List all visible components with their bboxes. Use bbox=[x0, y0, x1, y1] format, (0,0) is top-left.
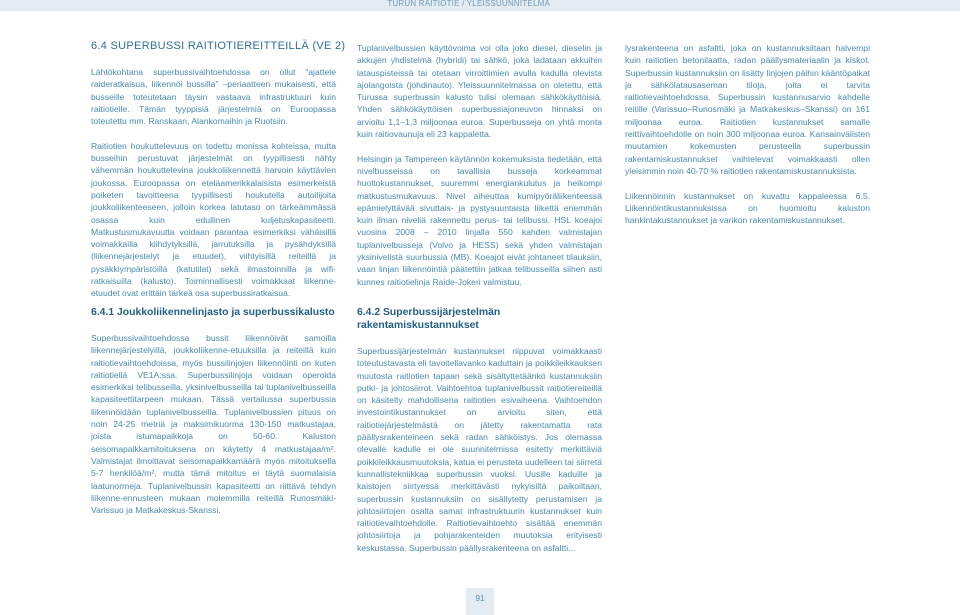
paragraph: lysrakenteena on asfaltti, joka on kustannuksiltaan halvempi kuin raitiotien betonilaatta, radan päällysmateriaalin ja kiskot. Superbussin kustannuksiin on lisätty linjojen päihin kääntöpaikat ja sähkölatausaseman tiloja, joita ei tarvita raitiotievaihtoehdossa. Superbussin kustannusarvio kahdelle reitille (Varissuo–Runosmäki ja Matkakeskus–Skanssi) on 161 miljoonaa euroa. Raitiotien kustannukset samalle reittivaihtoehdolle on noin 300 miljoonaa euroa. Kansainvälisten muutamien kokemusten perusteella superbussin rakentamiskustannukset vaihtelevat voimakkaasti ollen yleisimmin noin 40-70 % raitiotien rakentamiskustannuksista. bbox=[625, 43, 870, 176]
paragraph: Helsingin ja Tampereen käytännön kokemuksista tiedetään, että nivelbusseissa on tavallisia busseja korkeammat huoltokustannukset, suuremmi energiankulutus ja heikompi matkustusmukavuus. Nivel aiheuttaa kumipyöräliikenteessä epämielyttävää sivuttais- ja pystysuuntaista liikettä enemmän kuin ilman niveliä rakennettu perus- tai telibussi. HSL koeajoi vuosina 2008 – 2010 linjalla 550 kahden valmistajan tuplanivelbusseja (Volvo ja HESS) sekä yhden valmistajan yksinivelistä suurbussia (MB). Koeajot eivät johtaneet tilauksiin, vaan linjan liikennöintiä päätettiin jatkaa telibusseilla siihen asti kunnes raitiotielinja Raide-Jokeri valmistuu. bbox=[357, 153, 602, 287]
column-1-top bbox=[91, 66, 336, 312]
paragraph: Tuplanivelbussien käyttövoima voi olla joko diesel, dieselin ja akkujen yhdistelmä (hybridi) tai sähkö, joka ladataan akkuihin latauspisteissä tai otetaan virroittimien avulla kadulla olevista ajolangoista (johdinauto). Yleissuunnitelmassa on oletettu, että Turussa superbussin kalusto tulisi olemaan sähkökäyttöisiä. Yhden sähkökäyttöisen superbussiajoneuvon hinnaksi on arvioitu 1,1–1,3 miljoonaa euroa. Superbusseja on yhtä monta kuin raitiovaunuja eli 23 kappaletta. bbox=[357, 43, 602, 140]
paragraph: Superbussivaihtoehdossa bussit liikennöivät samoilla liikennejärjestelyillä, joukkoliikenne-etuuksilla ja reiteillä kuin raitiotievaihtoehdoissa, myös bussilinjojen liikennöinti on kuten raitiotiellä VE1A:ssa. Superbussilinjoja voidaan operoida esimerkiksi telibusseilla, yksinivelbusseilla tai tuplanivelbusseilla kapasiteettitarpeen mukaan. Tässä vertailussa superbussia liikennöidään tuplanivelbusseilla. Tuplanivelbussien pituus on noin 24-25 metriä ja maksimikuorma 130-150 matkustajaa, joista istumapaikkoja on 50-60. Kaluston seisomapaikkamitoituksena on käytetty 4 matkustajaa/m². Valmistajat ilmoittavat seisomapaikkamäärä myös mitoituksella 5-7 henkilöä/m², mutta tämä mitoitus ei täytä suomalaisia laatunormeja. Tuplanivelbussin kapasiteetti on riittävä tehdyn liikenne-ennusteen mukaan molemmilla reiteillä Runosmäki-Varissuo ja Matkakeskus-Skanssi. bbox=[91, 333, 336, 516]
paragraph: Raitiotien houkuttelevuus on todettu monissa kohteissa, mutta busseihin perustuvat järjestelmät on tyypillisesti nähty vähemmän houkuttelevina joukkoliikennettä harvoin käyttävien joukossa. Euroopassa on eteläamerikkalaisista esimerkeistä poiketen tavoitteena tyypillisesti houkutella autoilijoita joukkoliikenteeseen, jolloin korkea latutaso on tärkeämmässä osassa kuin edullinen kuljetuskapasiteetti. Matkustusmukavuutta voidaan parantaa esimerkiksi vähäisillä voimakkailla kiihdytyksillä, jarrutuksilla ja pysähdyksillä (liikennejärjestelyt ja etuudet), viihtyisillä reiteillä ja pysäkkiympäristöillä (katutilat) sekä ilmastoinnilla ja wifi-ratkaisuilla (kalusto). Toiminnallisesti voimakkaat liikenne-etuudet ovat erittäin tärkeä osa superbussiratkaisua. bbox=[91, 140, 336, 299]
column-1-bottom bbox=[91, 332, 336, 529]
running-title: TURUN RAITIOTIE / YLEISSUUNNITELMA bbox=[387, 0, 550, 8]
page-number: 91 bbox=[475, 594, 485, 603]
paragraph: Liikennöinnin kustannukset on kuvattu kappaleessa 6.5. Liikennöintikustannuksissa on huomioitu kaluston hankintakustannukset ja varikon rakentamiskustannukset. bbox=[625, 190, 870, 226]
subsection-title-6-4-2: 6.4.2 Superbussijärjestelmän rakentamiskustannukset bbox=[357, 307, 501, 331]
paragraph: Lähtökohtana superbussivaihtoehdossa on ollut ”ajattele raideratkaisua, liikennöi bussilla” –periaatteen mukaisesti, että busseille toteutetaan täysin vastaava infrastruktuuri kuin raitiotielle. Tämän tyyppisiä järjestelmiä on Euroopassa toteutettu mm. Ranskaan, Alankomaihin ja Ruotsiin. bbox=[91, 67, 336, 127]
section-title: 6.4 SUPERBUSSI RAITIOTIEREITTEILLÄ (VE 2) bbox=[91, 40, 346, 52]
column-2-top bbox=[357, 42, 602, 300]
column-3-top bbox=[625, 42, 870, 239]
subsection-title-6-4-1: 6.4.1 Joukkoliikennelinjasto ja superbussikalusto bbox=[91, 307, 335, 318]
column-2-bottom bbox=[357, 345, 602, 553]
paragraph: Superbussijärjestelmän kustannukset riippuvat voimakkaasti toteutustavasta eli tavoitellavanko kaduttain ja poikkileikkauksen muutosta raitiotien tapaan sekä sisältyttetäänkö kustannuksiin putki- ja johtosiirrot. Vaihtoehtoa tuplanivelbussit raitiotiereiteillä on käsitelty mahdollisena raitiotien esivaiheena. Vaihtoehdon investointikustannukset on arvioitu siten, että raitiotiejärjestelmästä on jätetty rakentamatta rata päällysrakenteineen sekä radan sähköistys. Jos olemassa olevalle kadulle ei ole suunnitelmissa esitetty merkittäviä poikkileikkausmuutoksia, katua ei perusteta uudelleen tai siirretä kunnallistekniikkaa superbussin vuoksi. Uusille kaduille ja kaistojen siirtyessä merkittävästi nykyisiltä paikoiltaan, superbussin kustannuksiin on sisällytetty perustamisen ja johtosiirtojen osalta samat infrastruktuurin kustannukset kuin raitiotievaihtoehdolle. Raitiotievaihtoehto sisältää enemmän johtosiirtoja ja pohjarakenteiden muutoksia erityisesti keskustassa. Superbussin päällysrakenteena on asfaltti... bbox=[357, 346, 602, 553]
